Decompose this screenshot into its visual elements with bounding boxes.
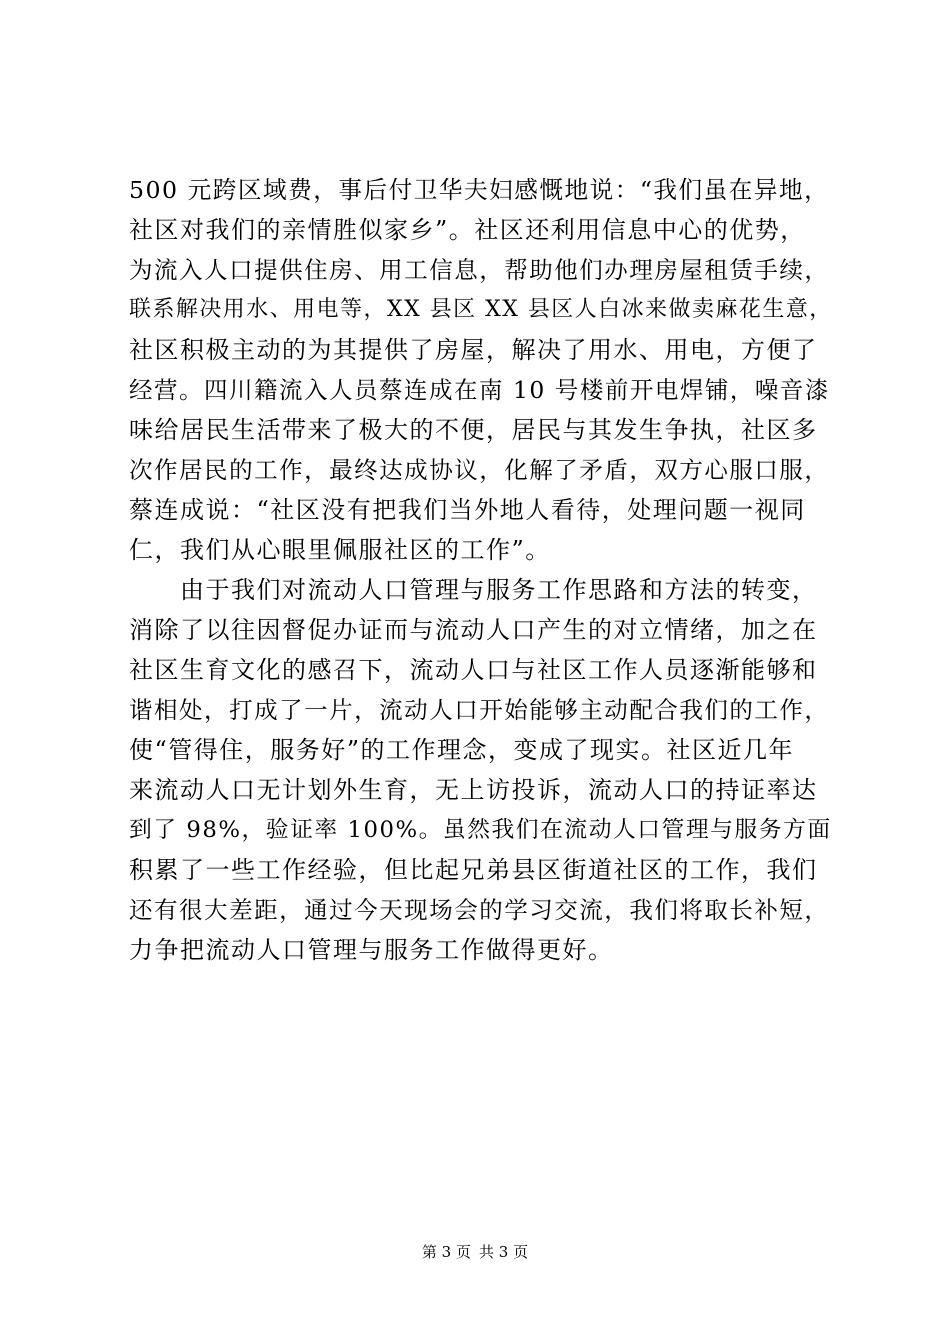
- page-number: 第 3 页: [421, 1243, 471, 1261]
- text-line: 味给居民生活带来了极大的不便，居民与其发生争执，社区多: [129, 416, 818, 444]
- page-footer: [0, 1240, 950, 1264]
- text-line: 社区生育文化的感召下，流动人口与社区工作人员逐渐能够和: [129, 656, 818, 684]
- page-total: 共 3 页: [479, 1243, 529, 1261]
- text-line: 来流动人口无计划外生育，无上访投诉，流动人口的持证率达: [129, 776, 818, 804]
- text-line: 消除了以往因督促办证而与流动人口产生的对立情绪，加之在: [129, 616, 818, 644]
- document-body: [129, 170, 833, 970]
- text-line: 谐相处，打成了一片，流动人口开始能够主动配合我们的工作，: [129, 696, 830, 724]
- text-line: 次作居民的工作，最终达成协议，化解了矛盾，双方心服口服，: [129, 456, 830, 484]
- text-line: 到了 98%，验证率 100%。虽然我们在流动人口管理与服务方面: [129, 817, 832, 843]
- text-line: 为流入人口提供住房、用工信息，帮助他们办理房屋租赁手续，: [129, 256, 830, 284]
- text-line: 还有很大差距，通过今天现场会的学习交流，我们将取长补短，: [129, 896, 830, 924]
- text-line: 使“管得住，服务好”的工作理念，变成了现实。社区近几年: [129, 736, 795, 764]
- text-line: 积累了一些工作经验，但比起兄弟县区街道社区的工作，我们: [129, 856, 818, 884]
- text-line: 仁，我们从心眼里佩服社区的工作”。: [129, 536, 551, 564]
- text-line: 社区积极主动的为其提供了房屋，解决了用水、用电，方便了: [129, 336, 818, 364]
- text-line: 经营。四川籍流入人员蔡连成在南 10 号楼前开电焊铺，噪音漆: [129, 376, 830, 404]
- text-line: 500 元跨区域费，事后付卫华夫妇感慨地说：“我们虽在异地，: [129, 176, 830, 204]
- text-line: 社区对我们的亲情胜似家乡”。社区还利用信息中心的优势，: [129, 216, 806, 244]
- text-line: 蔡连成说：“社区没有把我们当外地人看待，处理问题一视同: [129, 496, 806, 524]
- text-line: 由于我们对流动人口管理与服务工作思路和方法的转变，: [129, 576, 818, 604]
- text-line: 力争把流动人口管理与服务工作做得更好。: [129, 936, 614, 964]
- text-line: 联系解决用水、用电等，XX 县区 XX 县区人白冰来做卖麻花生意，: [129, 297, 833, 322]
